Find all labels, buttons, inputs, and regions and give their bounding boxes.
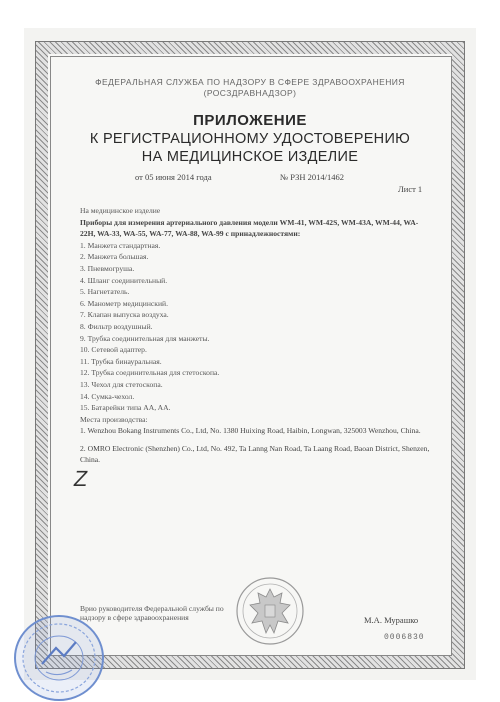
list-item — [80, 333, 430, 345]
list-item-text: 14. Сумка-чехол. — [80, 391, 134, 403]
sheet-number: Лист 1 — [398, 184, 423, 194]
state-emblem-icon — [234, 575, 306, 647]
places-header: Места производства: — [80, 414, 148, 424]
product-name: Приборы для измерения артериального давления модели WM-41, WM-42S, WM-43A, WM-44, WA-22H, WA-33, WA-55, WA-77, WA-88, WA-99 с принадлежностями: — [80, 217, 419, 239]
list-item — [80, 344, 430, 356]
list-item-text: 5. Нагнетатель. — [80, 286, 129, 298]
list-item — [80, 391, 430, 403]
manufacturing-place-2: 2. OMRO Electronic (Shenzhen) Co., Ltd, No. 492, Ta Lanng Nan Road, Ta Laang Road, Baoan District, Shenzen, China. — [80, 443, 430, 465]
list-item-text: 15. Батарейки типа AA, AA. — [80, 402, 171, 414]
agency-header: ФЕДЕРАЛЬНАЯ СЛУЖБА ПО НАДЗОРУ В СФЕРЕ ЗДРАВООХРАНЕНИЯ (РОСЗДРАВНАДЗОР) — [95, 77, 405, 98]
list-item-text: 8. Фильтр воздушный. — [80, 321, 153, 333]
signer-name: М.А. Мурашко — [364, 615, 419, 625]
list-item-text: 6. Манометр медицинский. — [80, 298, 168, 310]
list-item — [80, 286, 430, 298]
registration-number: № РЗН 2014/1462 — [280, 172, 344, 182]
list-item — [80, 379, 430, 391]
handwritten-mark: Z — [71, 466, 90, 491]
list-item-text: 11. Трубка бинауральная. — [80, 356, 162, 368]
list-item — [80, 321, 430, 333]
list-item — [80, 356, 430, 368]
list-item — [80, 240, 430, 252]
list-item — [80, 402, 430, 414]
document-subtitle-2: НА МЕДИЦИНСКОЕ ИЗДЕЛИЕ — [141, 149, 359, 165]
list-item-text: 13. Чехол для стетоскопа. — [80, 379, 163, 391]
serial-number: 0006830 — [384, 633, 425, 642]
list-item-text: 10. Сетевой адаптер. — [80, 344, 147, 356]
signatory-position: Врио руководителя Федеральной службы по надзору в сфере здравоохранения — [80, 604, 224, 622]
document-subtitle-1: К РЕГИСТРАЦИОННОМУ УДОСТОВЕРЕНИЮ — [89, 131, 411, 147]
list-item-text: 12. Трубка соединительная для стетоскопа. — [80, 367, 219, 379]
list-item — [80, 275, 430, 287]
blue-stamp-seal-icon — [12, 612, 106, 702]
list-item — [80, 263, 430, 275]
device-description — [80, 205, 430, 466]
manufacturing-place-1: 1. Wenzhou Bokang Instruments Co., Ltd, No. 1380 Huixing Road, Haibin, Longwan, 325003 Wenzhou, China. — [80, 426, 421, 436]
document-date: от 05 июня 2014 года — [135, 172, 212, 182]
list-item-text: 3. Пневмогруша. — [80, 263, 134, 275]
list-item-text: 9. Трубка соединительная для манжеты. — [80, 333, 209, 345]
list-item — [80, 298, 430, 310]
list-item — [80, 367, 430, 379]
list-item — [80, 309, 430, 321]
list-item-text: 1. Манжета стандартная. — [80, 240, 160, 252]
list-item-text: 4. Шланг соединительный. — [80, 275, 167, 287]
list-item-text: 7. Клапан выпуска воздуха. — [80, 309, 169, 321]
document-title: ПРИЛОЖЕНИЕ — [193, 112, 307, 129]
section-header: На медицинское изделие — [80, 206, 161, 215]
list-item-text: 2. Манжета большая. — [80, 251, 148, 263]
list-item — [80, 251, 430, 263]
